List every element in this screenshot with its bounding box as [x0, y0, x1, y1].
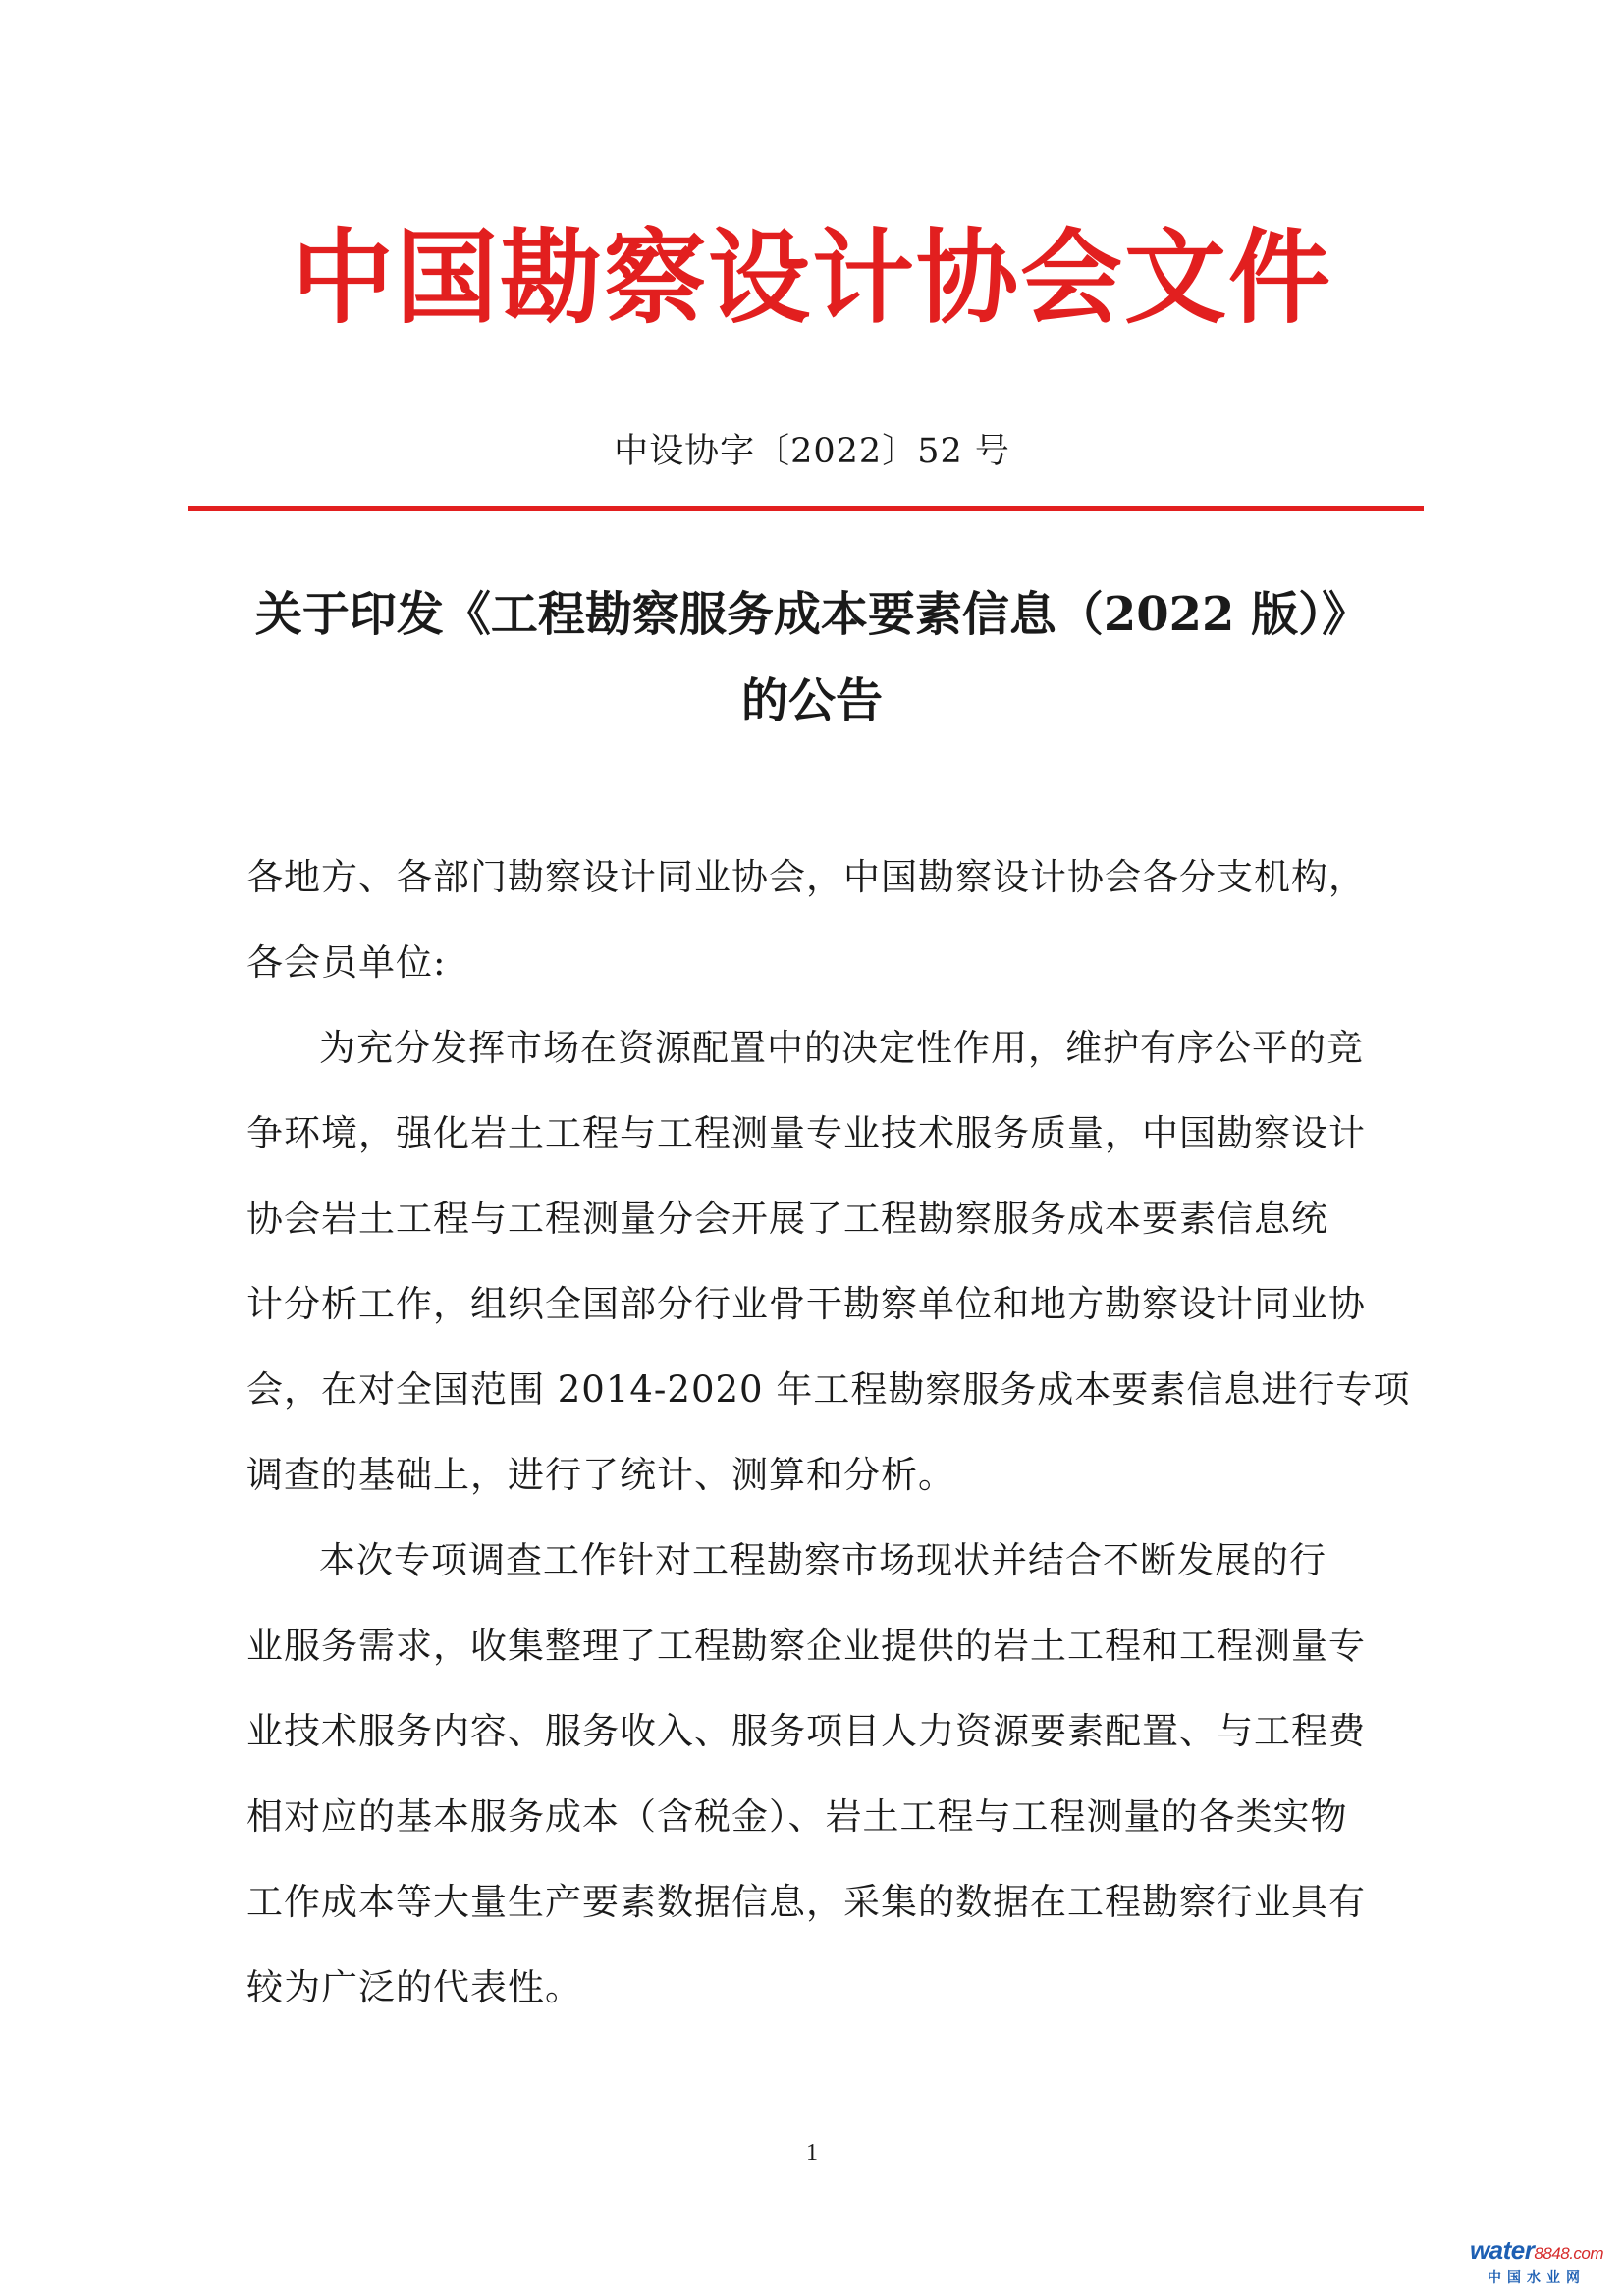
paragraph-1-line: 为充分发挥市场在资源配置中的决定性作用，维护有序公平的竞: [319, 1027, 1364, 1069]
document-number: 中设协字〔2022〕52 号: [614, 432, 1010, 471]
document-body: [246, 834, 1411, 2030]
paragraph-2-line: 较为广泛的代表性。: [246, 1966, 582, 2008]
paragraph-2: [246, 1518, 1376, 2030]
paragraph-2-line: 业服务需求，收集整理了工程勘察企业提供的岩土工程和工程测量专: [246, 1625, 1366, 1667]
watermark-logo-text: water8848.com: [1469, 2235, 1604, 2265]
paragraph-1: [246, 1005, 1411, 1518]
salutation-line-2: 各会员单位:: [246, 941, 447, 984]
paragraph-2-line: 相对应的基本服务成本（含税金）、岩土工程与工程测量的各类实物: [246, 1795, 1348, 1838]
title-line-1: 关于印发《工程勘察服务成本要素信息（2022 版）》: [254, 587, 1370, 642]
salutation: [246, 834, 1376, 1005]
page-number: 1: [806, 2140, 818, 2165]
red-divider-line: [188, 506, 1424, 511]
paragraph-2-line: 本次专项调查工作针对工程勘察市场现状并结合不断发展的行: [319, 1539, 1326, 1581]
paragraph-2-line: 工作成本等大量生产要素数据信息，采集的数据在工程勘察行业具有: [246, 1881, 1366, 1923]
paragraph-1-line: 协会岩土工程与工程测量分会开展了工程勘察服务成本要素信息统: [246, 1198, 1328, 1240]
salutation-line-1: 各地方、各部门勘察设计同业协会，中国勘察设计协会各分支机构，: [246, 856, 1366, 898]
announcement-title: [196, 571, 1428, 744]
masthead-title: 中国勘察设计协会文件: [291, 217, 1332, 338]
watermark-logo: [1463, 2235, 1610, 2286]
paragraph-1-line: 调查的基础上，进行了统计、测算和分析。: [246, 1454, 955, 1496]
paragraph-2-line: 业技术服务内容、服务收入、服务项目人力资源要素配置、与工程费: [246, 1710, 1366, 1752]
paragraph-1-line: 会，在对全国范围 2014-2020 年工程勘察服务成本要素信息进行专项: [246, 1368, 1411, 1411]
watermark-subtitle: 中国水业网: [1488, 2269, 1586, 2285]
title-line-2: 的公告: [740, 673, 883, 728]
paragraph-1-line: 争环境，强化岩土工程与工程测量专业技术服务质量，中国勘察设计: [246, 1112, 1366, 1154]
paragraph-1-line: 计分析工作，组织全国部分行业骨干勘察单位和地方勘察设计同业协: [246, 1283, 1366, 1325]
